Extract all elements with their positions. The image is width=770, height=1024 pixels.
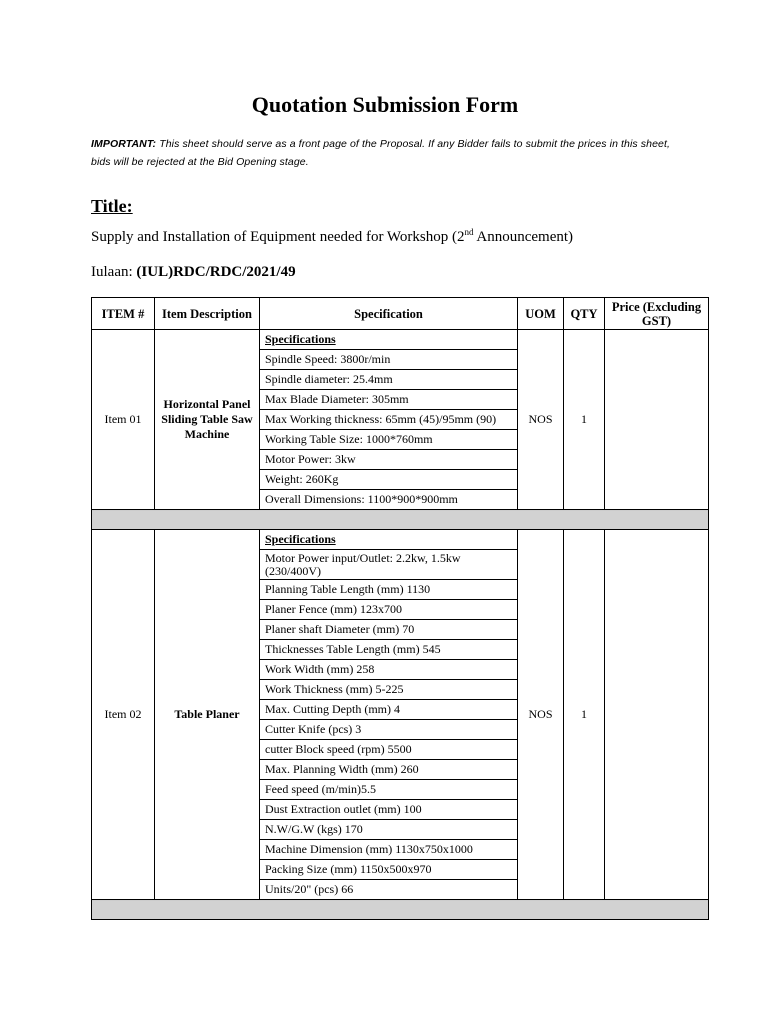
spec-line: Planer Fence (mm) 123x700 — [260, 600, 518, 620]
reference-label: Iulaan: — [91, 264, 137, 280]
spec-line: Max. Cutting Depth (mm) 4 — [260, 700, 518, 720]
quotation-table — [91, 297, 709, 920]
spec-line: Spindle diameter: 25.4mm — [260, 370, 518, 390]
header-uom: UOM — [518, 298, 564, 330]
spec-line: Overall Dimensions: 1100*900*900mm — [260, 490, 518, 510]
table-row — [92, 530, 709, 550]
spec-line: Machine Dimension (mm) 1130x750x1000 — [260, 840, 518, 860]
spec-line: Max. Planning Width (mm) 260 — [260, 760, 518, 780]
item-qty: 1 — [564, 330, 605, 510]
separator-row — [92, 510, 709, 530]
header-specification: Specification — [260, 298, 518, 330]
header-description: Item Description — [155, 298, 260, 330]
subject-text-after: Announcement) — [473, 229, 574, 245]
header-qty: QTY — [564, 298, 605, 330]
item-description: Horizontal Panel Sliding Table Saw Machine — [155, 330, 260, 510]
spec-line: Motor Power: 3kw — [260, 450, 518, 470]
item-number: Item 01 — [92, 330, 155, 510]
important-text: This sheet should serve as a front page of the Proposal. If any Bidder fails to submit the prices in this sheet, bids will be rejected at the Bid Opening stage. — [91, 138, 671, 168]
item-number: Item 02 — [92, 530, 155, 900]
subject-superscript: nd — [464, 227, 474, 237]
spec-line: Max Working thickness: 65mm (45)/95mm (90) — [260, 410, 518, 430]
spec-line: Weight: 260Kg — [260, 470, 518, 490]
page-title: Quotation Submission Form — [251, 92, 519, 117]
item-description: Table Planer — [155, 530, 260, 900]
item-uom: NOS — [518, 330, 564, 510]
reference-line — [91, 264, 296, 281]
price-input-cell[interactable] — [605, 530, 709, 900]
table-row — [92, 330, 709, 350]
title-heading: Title: — [91, 196, 133, 216]
spec-line: Work Width (mm) 258 — [260, 660, 518, 680]
item-qty: 1 — [564, 530, 605, 900]
item-uom: NOS — [518, 530, 564, 900]
important-notice — [91, 135, 691, 171]
header-item: ITEM # — [92, 298, 155, 330]
project-subject — [91, 229, 573, 246]
important-label: IMPORTANT: — [91, 138, 157, 150]
spec-line: cutter Block speed (rpm) 5500 — [260, 740, 518, 760]
spec-line: Planer shaft Diameter (mm) 70 — [260, 620, 518, 640]
spec-line: N.W/G.W (kgs) 170 — [260, 820, 518, 840]
spec-line: Dust Extraction outlet (mm) 100 — [260, 800, 518, 820]
spec-line: Work Thickness (mm) 5-225 — [260, 680, 518, 700]
spec-line: Cutter Knife (pcs) 3 — [260, 720, 518, 740]
spec-line: Max Blade Diameter: 305mm — [260, 390, 518, 410]
spec-heading: Specifications — [260, 330, 518, 350]
spec-line: Working Table Size: 1000*760mm — [260, 430, 518, 450]
spec-line: Thicknesses Table Length (mm) 545 — [260, 640, 518, 660]
spec-line: Spindle Speed: 3800r/min — [260, 350, 518, 370]
table-header-row — [92, 298, 709, 330]
spec-line: Motor Power input/Outlet: 2.2kw, 1.5kw (230/400V) — [260, 550, 518, 580]
separator-cell — [92, 510, 709, 530]
header-price: Price (Excluding GST) — [605, 298, 709, 330]
spec-line: Planning Table Length (mm) 1130 — [260, 580, 518, 600]
spec-heading: Specifications — [260, 530, 518, 550]
spec-line: Packing Size (mm) 1150x500x970 — [260, 860, 518, 880]
reference-number: (IUL)RDC/RDC/2021/49 — [136, 264, 296, 280]
spec-line: Units/20" (pcs) 66 — [260, 880, 518, 900]
separator-row — [92, 900, 709, 920]
separator-cell — [92, 900, 709, 920]
price-input-cell[interactable] — [605, 330, 709, 510]
spec-line: Feed speed (m/min)5.5 — [260, 780, 518, 800]
subject-text-before: Supply and Installation of Equipment needed for Workshop (2 — [91, 229, 465, 245]
